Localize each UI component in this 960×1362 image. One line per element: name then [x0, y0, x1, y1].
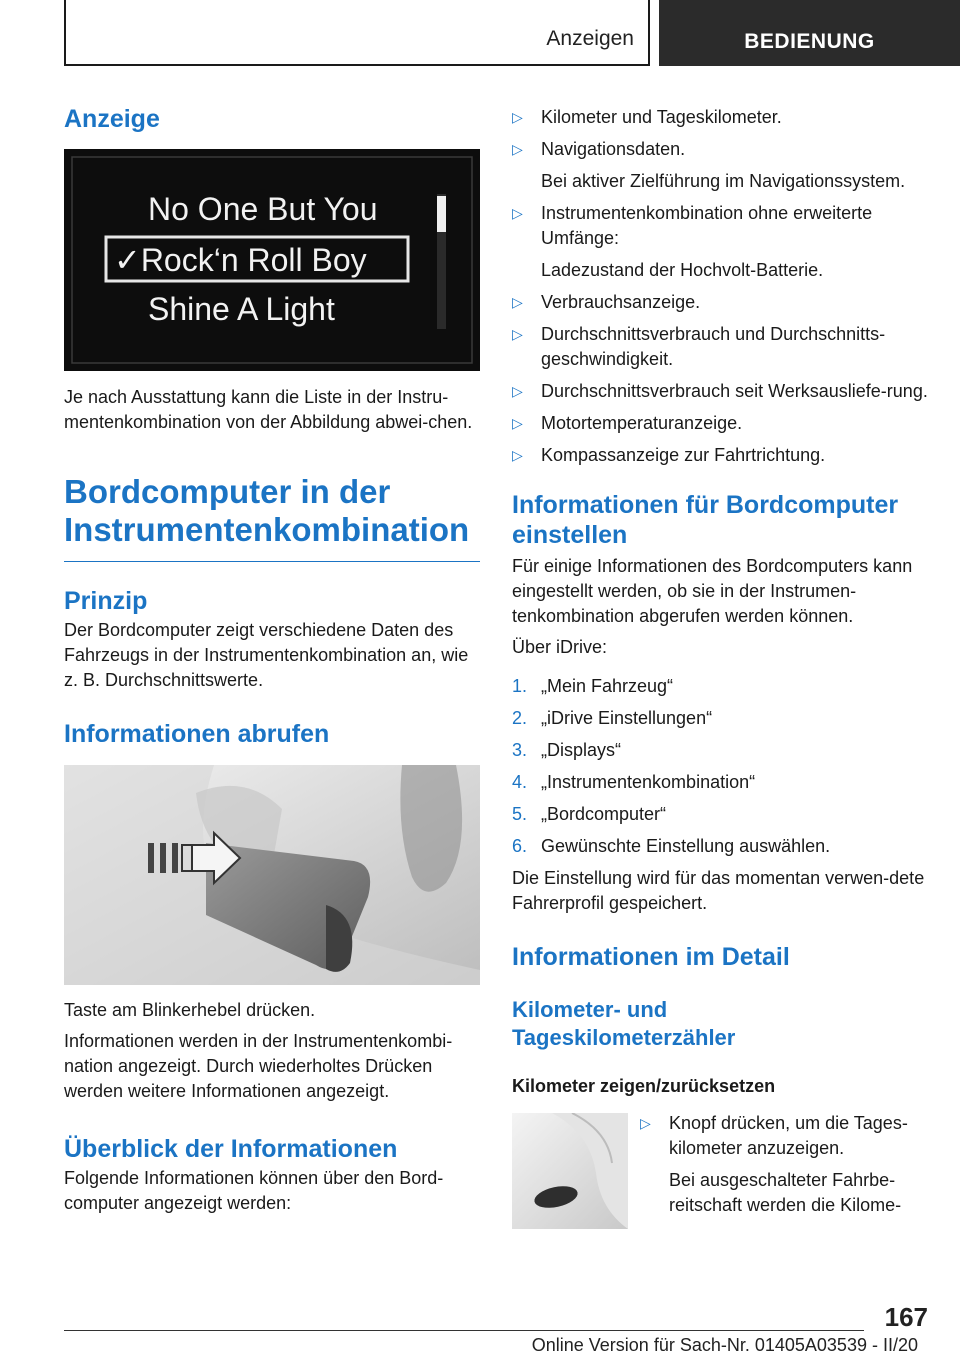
list-item: ▷ Kilometer und Tageskilometer.: [512, 105, 928, 130]
knob-illustration: [512, 1113, 628, 1229]
list-item: ▷ Kompassanzeige zur Fahrtrichtung.: [512, 443, 928, 468]
abrufen-text-1: Taste am Blinkerhebel drücken.: [64, 1000, 316, 1020]
prinzip-text: Der Bordcomputer zeigt verschiedene Daten des Fahrzeugs in der Instrumentenkombination an, wie z. B. Durchschnittswerte.: [64, 620, 469, 690]
triangle-right-icon: ▷: [512, 326, 523, 342]
triangle-right-icon: ▷: [512, 447, 523, 463]
list-item: 3. „Displays“: [512, 740, 622, 760]
einstellen-text: Für einige Informationen des Bordcomputers kann eingestellt werden, ob sie in der Instrumen-tenkombination abgerufen werden können.: [512, 556, 913, 626]
list-item: ▷ Instrumentenkombination ohne erweiterte Umfänge: Ladezustand der Hochvolt-Batterie.: [512, 203, 873, 280]
knopf-list: [640, 1111, 928, 1225]
abrufen-text-2: Informationen werden in der Instrumentenkombi-nation angezeigt. Durch wiederholtes Drücken werden weitere Informationen angezeigt.: [64, 1031, 453, 1101]
footer-rule: [64, 1330, 864, 1331]
zeigen-heading: Kilometer zeigen/zurücksetzen: [512, 1076, 776, 1096]
info-list: [512, 105, 928, 468]
einstellen-heading: Informationen für Bordcomputer einstellen: [512, 491, 899, 549]
list-item: ▷ Motortemperaturanzeige.: [512, 411, 928, 436]
display-line-1: No One But You: [148, 191, 378, 227]
triangle-right-icon: ▷: [512, 141, 523, 157]
list-item: 1. „Mein Fahrzeug“: [512, 676, 674, 696]
triangle-right-icon: ▷: [512, 415, 523, 431]
prinzip-heading: Prinzip: [64, 587, 148, 615]
ueberblick-heading: Überblick der Informationen: [64, 1135, 398, 1163]
list-item: 2. „iDrive Einstellungen“: [512, 708, 713, 728]
anzeige-text: Je nach Ausstattung kann die Liste in der Instru-mentenkombination von der Abbildung abwei-chen.: [64, 387, 473, 432]
display-line-3: Shine A Light: [148, 291, 335, 327]
list-item: ▷ Verbrauchsanzeige.: [512, 290, 928, 315]
right-column: [512, 100, 928, 1233]
list-item: 5. „Bordcomputer“: [512, 804, 667, 824]
lever-image: [64, 765, 480, 985]
triangle-right-icon: ▷: [640, 1115, 651, 1131]
list-item: ▷ Navigationsdaten. Bei aktiver Zielführung im Navigationssystem.: [512, 139, 906, 191]
list-item: ▷ Durchschnittsverbrauch und Durchschnitts-geschwindigkeit.: [512, 324, 886, 369]
einstellung-text: Die Einstellung wird für das momentan verwen-dete Fahrerprofil gespeichert.: [512, 868, 925, 913]
triangle-right-icon: ▷: [512, 383, 523, 399]
triangle-right-icon: ▷: [512, 205, 523, 221]
display-image: [64, 149, 480, 371]
list-item: ▷ Durchschnittsverbrauch seit Werksausliefe-rung.: [512, 379, 928, 404]
anzeige-heading: Anzeige: [64, 105, 160, 133]
list-item: ▷ Knopf drücken, um die Tages-kilometer anzuzeigen. Bei ausgeschalteter Fahrbe-reitschaft werden die Kilome-: [640, 1113, 908, 1215]
page-number: 167: [884, 1302, 928, 1332]
left-column: [64, 100, 480, 1216]
triangle-right-icon: ▷: [512, 294, 523, 310]
header-section-box: [64, 0, 650, 66]
triangle-right-icon: ▷: [512, 109, 523, 125]
display-scrollbar: [437, 196, 446, 232]
detail-heading: Informationen im Detail: [512, 943, 790, 971]
display-line-2: ✓Rock‘n Roll Boy: [114, 242, 367, 278]
lever-illustration: [64, 765, 480, 985]
bordcomputer-heading: Bordcomputer in der Instrumentenkombination: [64, 473, 480, 562]
footer-online-version: Online Version für Sach-Nr. 01405A03539 - II/20: [531, 1335, 918, 1355]
abrufen-heading: Informationen abrufen: [64, 720, 330, 748]
steps-list: [512, 674, 928, 859]
idrive-text: Über iDrive:: [512, 637, 608, 657]
list-item: 4. „Instrumentenkombination“: [512, 772, 756, 792]
page-header: [0, 0, 960, 66]
header-section-title: Anzeigen: [546, 27, 634, 50]
header-chapter-tab: BEDIENUNG: [659, 0, 960, 66]
zaehler-heading: Kilometer- und Tageskilometerzähler: [512, 997, 736, 1050]
display-illustration: [64, 149, 480, 371]
ueberblick-text: Folgende Informationen können über den Bord-computer angezeigt werden:: [64, 1168, 444, 1213]
knopf-block: [512, 1111, 928, 1233]
list-item: 6. Gewünschte Einstellung auswählen.: [512, 836, 831, 856]
knopf-image: [512, 1113, 628, 1229]
